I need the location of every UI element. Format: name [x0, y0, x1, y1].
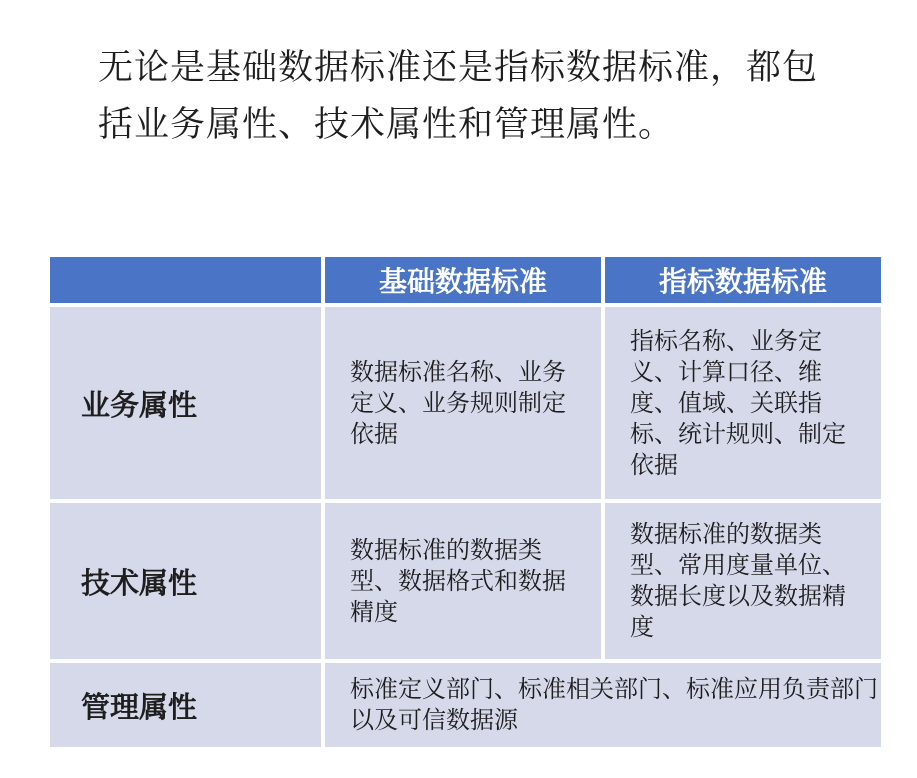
- cell-management-shared-text: 标准定义部门、标准相关部门、标准应用负责部门以及可信数据源: [350, 675, 878, 734]
- cell-business-indicator: [605, 307, 881, 499]
- intro-line-2: 括业务属性、技术属性和管理属性。: [98, 105, 675, 145]
- cell-technical-indicator-text: 数据标准的数据类型、常用度量单位、数据长度以及数据精度: [630, 520, 846, 641]
- cell-business-basic-text: 数据标准名称、业务定义、业务规则制定依据: [350, 357, 566, 448]
- row-label-business: 业务属性: [50, 307, 321, 499]
- attribute-table: [50, 257, 879, 753]
- cell-business-indicator-text: 指标名称、业务定义、计算口径、维度、值域、关联指标、统计规则、制定依据: [630, 326, 846, 479]
- cell-business-basic: [325, 307, 601, 499]
- row-label-technical: 技术属性: [50, 503, 321, 659]
- cell-technical-basic-text: 数据标准的数据类型、数据格式和数据精度: [350, 535, 566, 626]
- header-indicator-data-standard: 指标数据标准: [605, 257, 881, 303]
- row-label-management: 管理属性: [50, 663, 321, 747]
- intro-line-1: 无论是基础数据标准还是指标数据标准，都包: [98, 48, 819, 88]
- cell-technical-basic: [325, 503, 601, 659]
- header-corner-cell: [50, 257, 321, 303]
- cell-technical-indicator: [605, 503, 881, 659]
- intro-paragraph: [98, 40, 878, 154]
- cell-management-shared: [325, 663, 881, 747]
- header-basic-data-standard: 基础数据标准: [325, 257, 601, 303]
